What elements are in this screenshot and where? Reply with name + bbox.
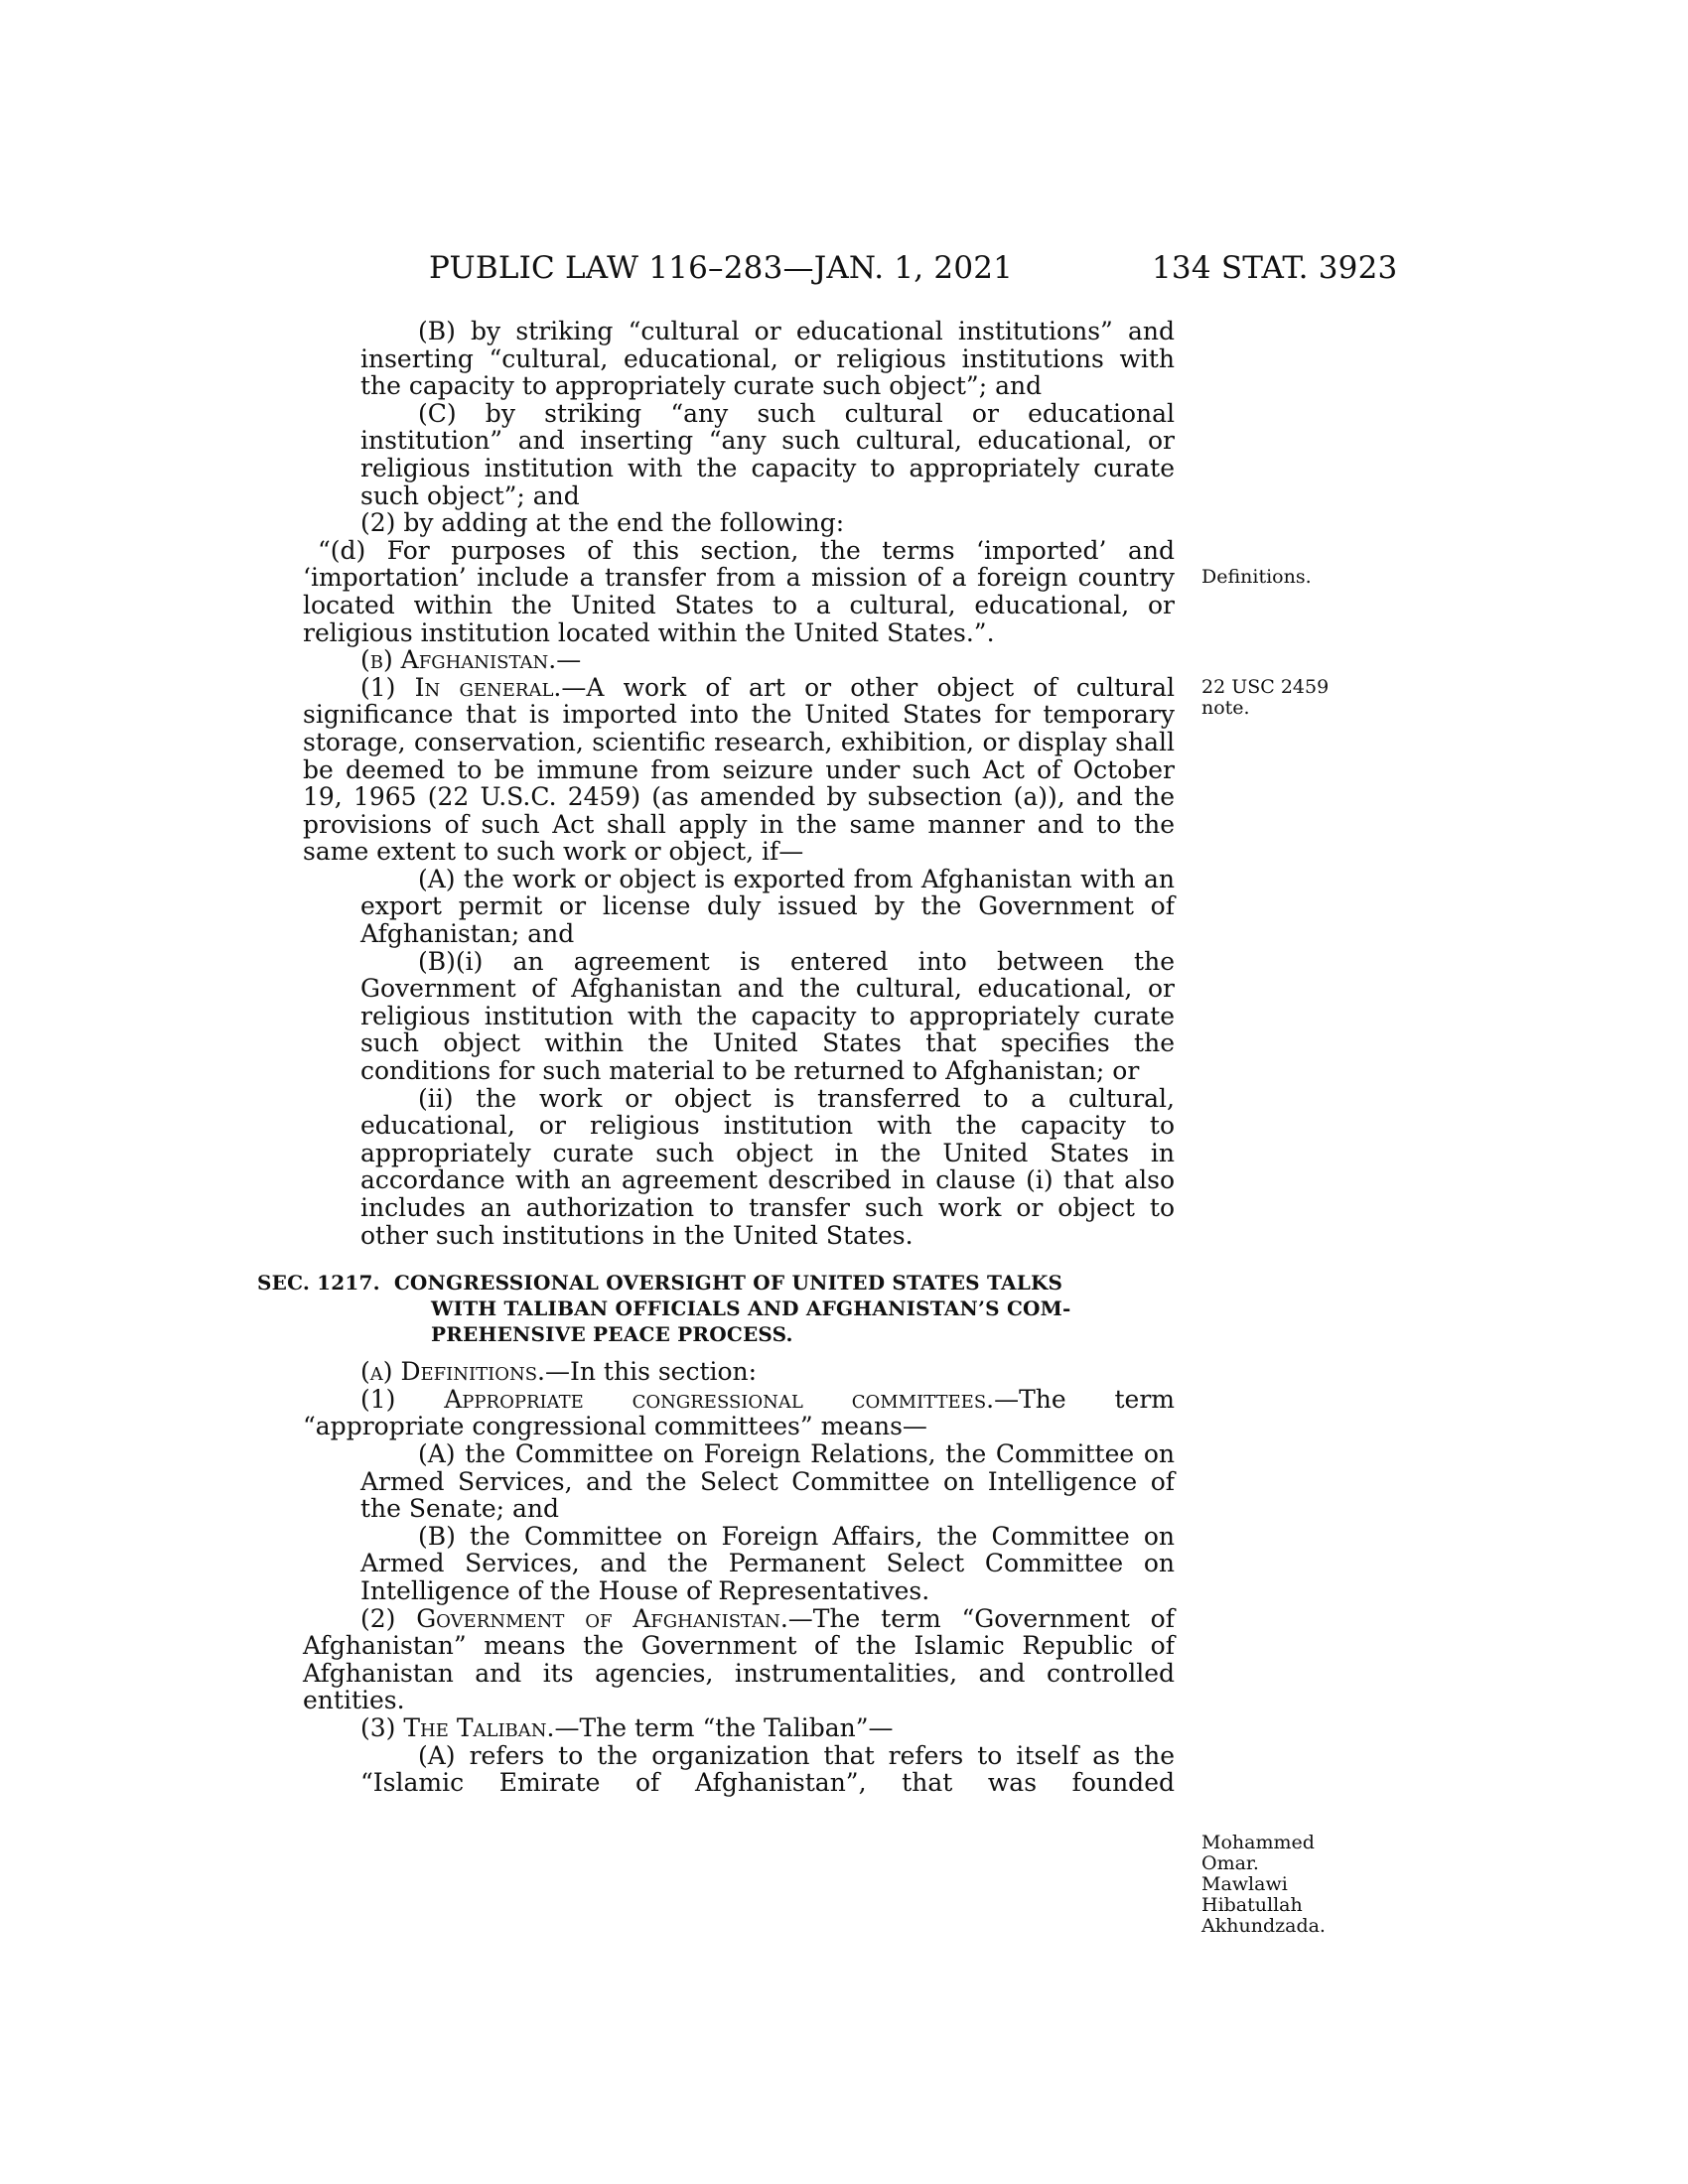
government-heading: (2) Government of Afghanistan. [360, 1603, 788, 1633]
committees-text: —The term “appropriate congressional committees” means— [303, 1384, 1175, 1441]
paragraph-1-committees [303, 1386, 1175, 1440]
taliban-text: —The term “the Taliban”— [554, 1712, 894, 1742]
clause-b-house-committees: (B) the Committee on Foreign Affairs, the Committee on Armed Services, and the Permanent Select Committee on Intelligence of the House of Representatives. [360, 1521, 1175, 1605]
margin-note-names [1201, 1833, 1326, 1937]
margin-name: Mohammed [1201, 1832, 1315, 1853]
section-title-line-2: WITH TALIBAN OFFICIALS AND AFGHANISTAN’S COM- [431, 1297, 1071, 1321]
subsection-b-heading-text: (b) Afghanistan.— [360, 645, 582, 675]
paragraph-2: (2) by adding at the end the following: [360, 508, 845, 538]
margin-note-usc-line-1: 22 USC 2459 [1201, 676, 1330, 698]
clause-a-export-permit: (A) the work or object is exported from Afghanistan with an export permit or license duly issued by the Government of Afghanistan; and [360, 864, 1175, 949]
subsection-d-quote: “(d) For purposes of this section, the terms ‘imported’ and ‘importation’ include a transfer from a mission of a foreign country located within the United States to a cultural, educational, or religious institution located within the United States.”. [303, 535, 1175, 647]
margin-note-definitions: Definitions. [1201, 566, 1312, 588]
clause-a-senate-committees: (A) the Committee on Foreign Relations, the Committee on Armed Services, and the Select Committee on Intelligence of the Senate; and [360, 1438, 1175, 1524]
in-general-heading: (1) In general. [360, 672, 562, 702]
definitions-heading: (a) Definitions. [360, 1357, 545, 1387]
clause-ii-transfer: (ii) the work or object is transferred to a cultural, educational, or religious institution with the capacity to appropriately curate such object in the United States in accordance with an agreement described in clause (i) that also includes an authorization to transfer such work or object to other such institutions in the United States. [360, 1083, 1175, 1250]
definitions-text: —In this section: [545, 1357, 758, 1387]
margin-name: Akhundzada. [1201, 1915, 1326, 1937]
section-title-line-1: CONGRESSIONAL OVERSIGHT OF UNITED STATES TALKS [393, 1271, 1063, 1296]
taliban-heading: (3) The Taliban. [360, 1712, 555, 1742]
clause-b-paragraph: (B) by striking “cultural or educational institutions” and inserting “cultural, educational, or religious institutions with the capacity to appropriately curate such object”; and [360, 317, 1175, 401]
margin-name: Omar. [1201, 1852, 1259, 1874]
margin-name: Hibatullah [1201, 1894, 1303, 1916]
page-number-stat: 134 STAT. 3923 [1152, 250, 1398, 286]
running-header-title: PUBLIC LAW 116–283—JAN. 1, 2021 [429, 250, 1014, 286]
subsection-b-heading [303, 646, 1175, 674]
clause-a-taliban-definition: (A) refers to the organization that refers to itself as the “Islamic Emirate of Afghanistan”, that was founded [360, 1740, 1175, 1798]
margin-note-usc-line-2: note. [1201, 697, 1250, 719]
clause-c-paragraph: (C) by striking “any such cultural or educational institution” and inserting “any such cultural, educational, or religious institution with the capacity to appropriately curate such object”; and [360, 398, 1175, 510]
margin-name: Mawlawi [1201, 1873, 1288, 1895]
paragraph-3-taliban [303, 1714, 1175, 1742]
body-text [257, 317, 1175, 1798]
paragraph-1-in-general [303, 674, 1175, 866]
section-heading [257, 1270, 1175, 1347]
section-title-line-3: PREHENSIVE PEACE PROCESS. [431, 1322, 793, 1347]
government-text: —The term “Government of Afghanistan” means the Government of the Islamic Republic of Afghanistan and its agencies, instrumentalities, and controlled entities. [303, 1603, 1175, 1715]
paragraph-2-government [303, 1605, 1175, 1714]
margin-note-usc [1201, 677, 1329, 719]
section-number: SEC. 1217. [257, 1271, 380, 1296]
subsection-a-definitions [303, 1358, 1175, 1386]
clause-b-i-agreement: (B)(i) an agreement is entered into between the Government of Afghanistan and the cultural, educational, or religious institution with the capacity to appropriately curate such object within the United States that specifies the conditions for such material to be returned to Afghanistan; or [360, 946, 1175, 1086]
in-general-text: —A work of art or other object of cultural significance that is imported into the United States for temporary storage, conservation, scientific research, exhibition, or display shall be deemed to be immune from seizure under such Act of October 19, 1965 (22 U.S.C. 2459) (as amended by subsection (a)), and the provisions of such Act shall apply in the same manner and to the same extent to such work or object, if— [303, 672, 1175, 867]
committees-heading: (1) Appropriate congressional committees. [360, 1384, 995, 1414]
